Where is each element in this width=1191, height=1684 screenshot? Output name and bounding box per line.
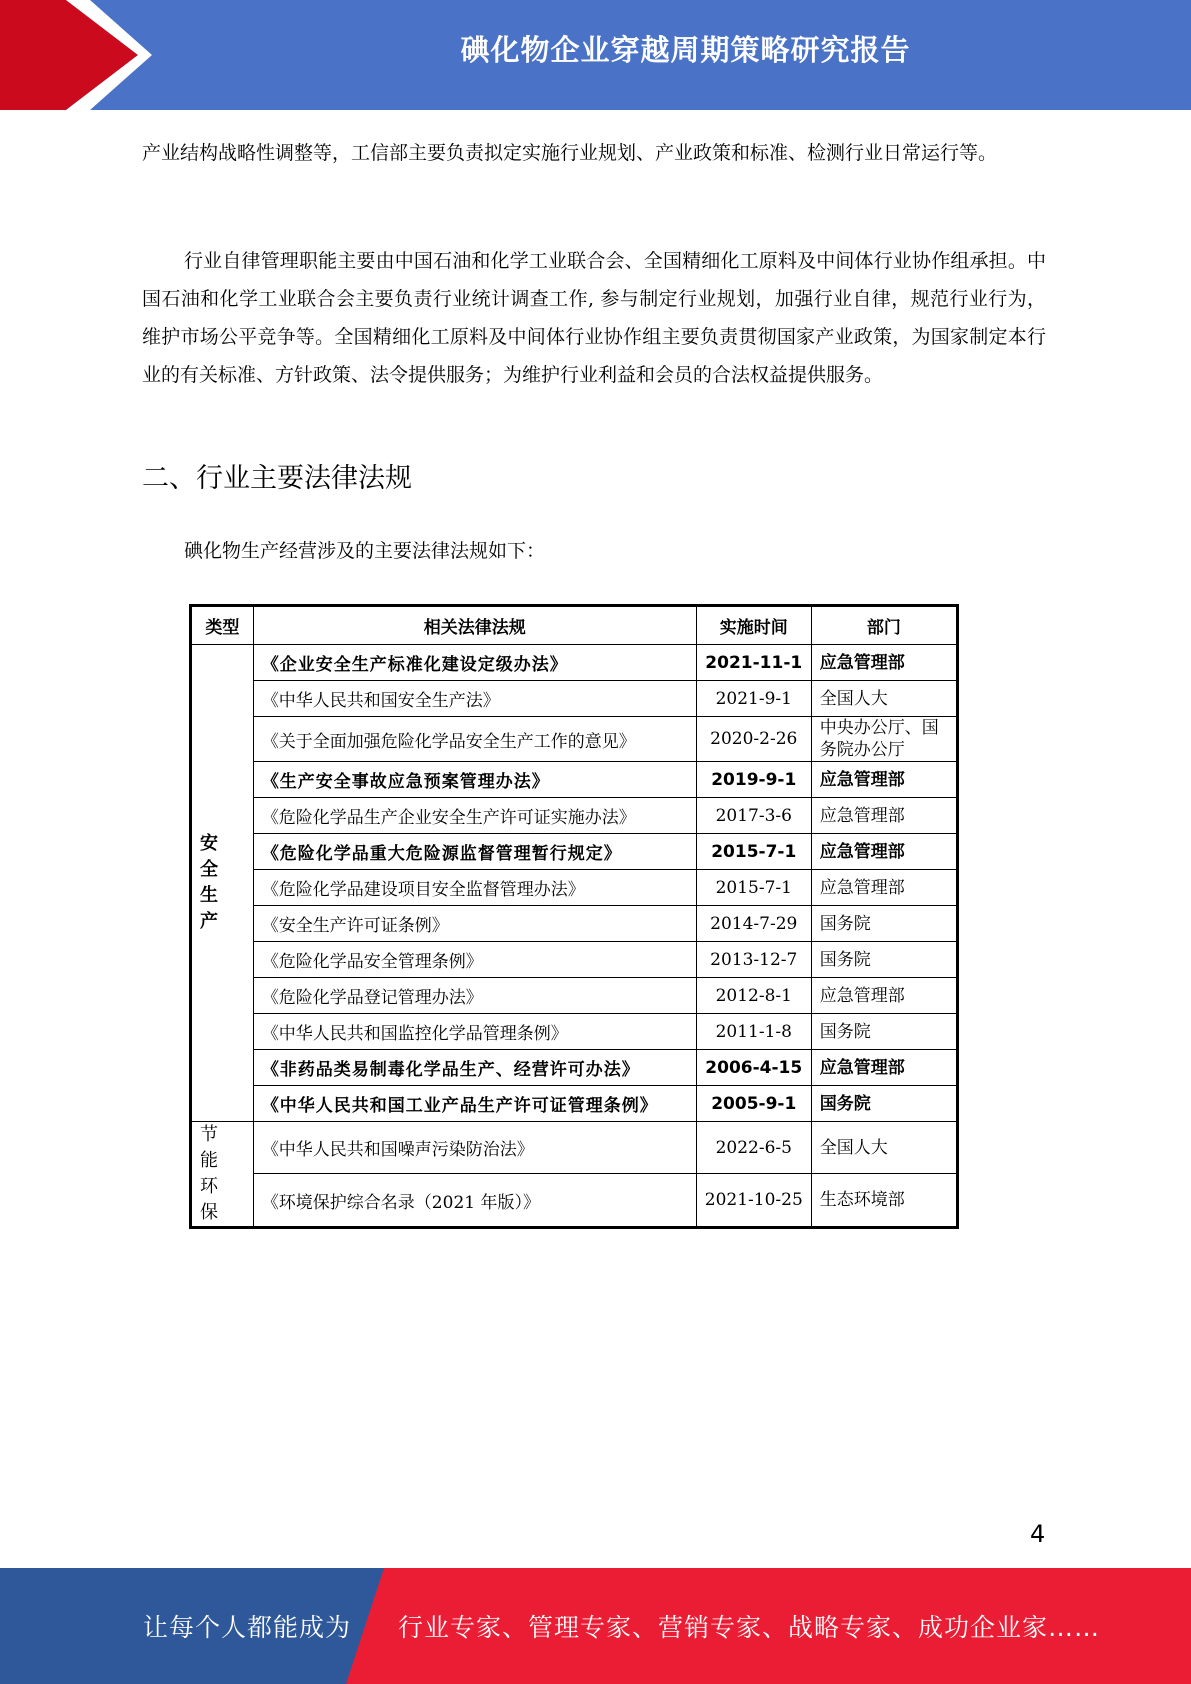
law-date: 2014-7-29 [696, 906, 811, 942]
footer-banner [0, 1568, 1191, 1684]
table-row [191, 834, 958, 870]
table-row [191, 942, 958, 978]
law-name: 《环境保护综合名录（2021 年版）》 [253, 1174, 696, 1228]
table-intro: 碘化物生产经营涉及的主要法律法规如下： [184, 540, 546, 562]
law-dept: 国务院 [811, 942, 957, 978]
law-dept: 国务院 [811, 906, 957, 942]
category-safety: 安全生产 [191, 645, 254, 1122]
section-title: 二、行业主要法律法规 [142, 463, 412, 494]
table-row [191, 717, 958, 762]
header-banner [0, 0, 1191, 110]
law-dept: 应急管理部 [811, 762, 957, 798]
header-red-chevron [0, 0, 140, 110]
law-name: 《危险化学品安全管理条例》 [253, 942, 696, 978]
law-name: 《危险化学品生产企业安全生产许可证实施办法》 [253, 798, 696, 834]
law-dept: 应急管理部 [811, 870, 957, 906]
law-name: 《企业安全生产标准化建设定级办法》 [253, 645, 696, 681]
law-date: 2017-3-6 [696, 798, 811, 834]
page-number: 4 [1030, 1520, 1046, 1548]
table-row [191, 1122, 958, 1174]
table-row [191, 906, 958, 942]
law-date: 2022-6-5 [696, 1122, 811, 1174]
table-row [191, 870, 958, 906]
paragraph-continued: 产业结构战略性调整等，工信部主要负责拟定实施行业规划、产业政策和标准、检测行业日常运行等。 [142, 142, 998, 164]
law-dept: 中央办公厅、国务院办公厅 [811, 717, 957, 762]
law-name: 《危险化学品登记管理办法》 [253, 978, 696, 1014]
law-date: 2012-8-1 [696, 978, 811, 1014]
header-dept: 部门 [811, 606, 957, 645]
law-dept: 全国人大 [811, 681, 957, 717]
table-row [191, 1174, 958, 1228]
law-date: 2020-2-26 [696, 717, 811, 762]
law-dept: 全国人大 [811, 1122, 957, 1174]
law-date: 2015-7-1 [696, 870, 811, 906]
table-row [191, 645, 958, 681]
law-dept: 生态环境部 [811, 1174, 957, 1228]
footer-slogan-right: 行业专家、管理专家、营销专家、战略专家、成功企业家…… [398, 1613, 1101, 1642]
law-name: 《安全生产许可证条例》 [253, 906, 696, 942]
table-row [191, 798, 958, 834]
law-date: 2005-9-1 [696, 1086, 811, 1122]
law-dept: 国务院 [811, 1086, 957, 1122]
law-name: 《非药品类易制毒化学品生产、经营许可办法》 [253, 1050, 696, 1086]
table-row [191, 762, 958, 798]
law-date: 2006-4-15 [696, 1050, 811, 1086]
law-name: 《关于全面加强危险化学品安全生产工作的意见》 [253, 717, 696, 762]
table-row [191, 1086, 958, 1122]
law-date: 2011-1-8 [696, 1014, 811, 1050]
law-name: 《生产安全事故应急预案管理办法》 [253, 762, 696, 798]
law-dept: 应急管理部 [811, 798, 957, 834]
law-name: 《危险化学品重大危险源监督管理暂行规定》 [253, 834, 696, 870]
law-date: 2019-9-1 [696, 762, 811, 798]
law-date: 2015-7-1 [696, 834, 811, 870]
header-law: 相关法律法规 [253, 606, 696, 645]
law-date: 2021-11-1 [696, 645, 811, 681]
law-name: 《中华人民共和国噪声污染防治法》 [253, 1122, 696, 1174]
law-dept: 应急管理部 [811, 1050, 957, 1086]
report-title: 碘化物企业穿越周期策略研究报告 [460, 33, 911, 67]
law-dept: 应急管理部 [811, 834, 957, 870]
table-row [191, 1014, 958, 1050]
law-date: 2013-12-7 [696, 942, 811, 978]
laws-table [189, 604, 959, 1229]
table-row [191, 681, 958, 717]
law-name: 《危险化学品建设项目安全监督管理办法》 [253, 870, 696, 906]
table-row [191, 978, 958, 1014]
law-name: 《中华人民共和国监控化学品管理条例》 [253, 1014, 696, 1050]
law-dept: 国务院 [811, 1014, 957, 1050]
law-dept: 应急管理部 [811, 978, 957, 1014]
category-environment: 节能环保 [191, 1122, 254, 1228]
law-name: 《中华人民共和国工业产品生产许可证管理条例》 [253, 1086, 696, 1122]
table-header-row [191, 606, 958, 645]
paragraph-self-regulation: 行业自律管理职能主要由中国石油和化学工业联合会、全国精细化工原料及中间体行业协作组承担。中国石油和化学工业联合会主要负责行业统计调查工作, 参与制定行业规划，加强行业自律，规范行业行为，维护市场公平竞争等。全国精细化工原料及中间体行业协作组主要负责贯彻国家产业政策，为国家制定本行业的有关标准、方针政策、法令提供服务；为维护行业利益和会员的合法权益提供服务。 [142, 250, 1046, 386]
law-date: 2021-10-25 [696, 1174, 811, 1228]
law-dept: 应急管理部 [811, 645, 957, 681]
footer-slogan-left: 让每个人都能成为 [143, 1613, 352, 1642]
table-row [191, 1050, 958, 1086]
header-date: 实施时间 [696, 606, 811, 645]
law-name: 《中华人民共和国安全生产法》 [253, 681, 696, 717]
header-type: 类型 [191, 606, 254, 645]
law-date: 2021-9-1 [696, 681, 811, 717]
